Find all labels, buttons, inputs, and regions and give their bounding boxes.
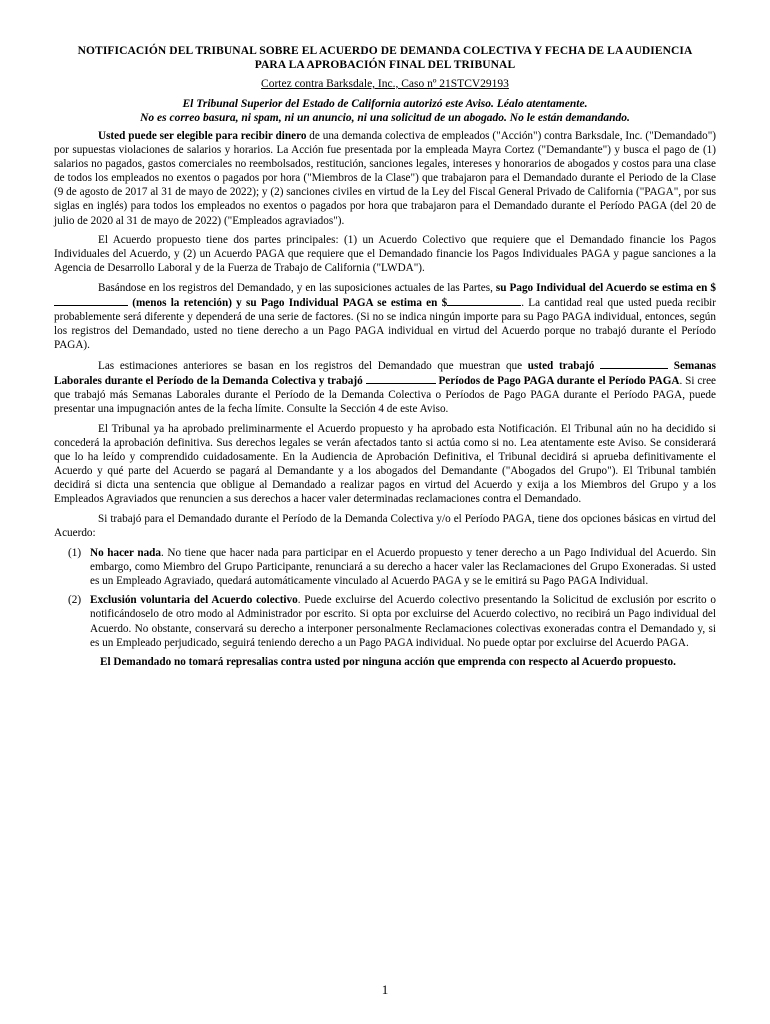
eligibility-text: de una demanda colectiva de empleados ("Acción") contra Barksdale, Inc. ("Demandado") por supuestas violaciones de salarios y horarios. La Acción fue presentada por la empleada Mayra Cortez ("Demandante") y busca el pago de (1) salarios no pagados, gastos comerciales no reembolsados, restitución, sanciones legales, intereses y honorarios de abogados y costos para una clase de todos los empleados no exentos o pagados por hora ("Miembros de la Clase") que trabajaron para el Demandado durante el Periodo de la Clase (9 de agosto de 2017 al 31 de mayo de 2022); y (2) sanciones civiles en virtud de la Ley del Fiscal General Privado de California ("PAGA", por sus siglas en inglés) para todos los empleados no exentos o pagados por hora que trabajaron para el Demandado durante el Período PAGA (del 20 de julio de 2020 al 31 de mayo de 2022) ("Empleados agraviados"). [54,130,716,227]
estimate-bold-2: (menos la retención) y su Pago Individual PAGA se estima en $ [128,297,448,310]
estimate-text: . La cantidad real que usted pueda recibir probablemente será diferente y dependerá de una serie de factores. (Si no se indica ningún importe para su Pago PAGA individual, entonces, según los registros del Demandado, usted no tiene derecho a un Pago PAGA individual en virtud del Acuerdo porque no trabajó durante el Período PAGA). [54,297,716,352]
option-do-nothing [54,546,716,588]
option-opt-out [54,593,716,649]
paragraph-options-intro: Si trabajó para el Demandado durante el Período de la Demanda Colectiva y/o el Período PAGA, tiene dos opciones básicas en virtud del Acuerdo: [54,512,716,539]
option-2-title: Exclusión voluntaria del Acuerdo colectivo [90,594,298,607]
document-title [54,44,716,72]
records-bold-1: usted trabajó [527,359,601,372]
records-bold-2: Semanas Laborales durante el Período de la Demanda Colectiva y trabajó [54,359,716,387]
page-number: 1 [381,982,389,997]
option-1-number: (1) [68,546,82,559]
notice-line-1: El Tribunal Superior del Estado de California autorizó este Aviso. Léalo atentamente. [182,98,588,110]
estimate-intro: Basándose en los registros del Demandado, y en las suposiciones actuales de las Partes, [98,281,496,294]
option-2-number: (2) [68,594,82,607]
notice-line-2: No es correo basura, ni spam, ni un anuncio, ni una solicitud de un abogado. No le están demandando. [140,112,630,124]
document-page [54,44,716,669]
title-line-1: NOTIFICACIÓN DEL TRIBUNAL SOBRE EL ACUERDO DE DEMANDA COLECTIVA Y FECHA DE LA AUDIENCIA [77,45,693,57]
records-intro: Las estimaciones anteriores se basan en los registros del Demandado que muestran que [98,359,528,372]
option-1-text: . No tiene que hacer nada para participar en el Acuerdo propuesto y tener derecho a un Pago Individual del Acuerdo. Sin embargo, como Miembro del Grupo Participante, renunciará a su derecho a hacer valer las Reclamaciones del Grupo Exoneradas. Si usted es un Empleado Agraviado, quedará automáticamente vinculado al Acuerdo PAGA y se le emitirá su Pago PAGA Individual. [90,546,716,587]
pay-periods-blank [366,373,436,384]
paga-amount-blank [447,295,521,306]
case-caption: Cortez contra Barksdale, Inc., Caso nº 21STCV29193 [261,78,509,90]
paragraph-records [54,358,716,416]
paragraph-court-approval: El Tribunal ya ha aprobado preliminarmente el Acuerdo propuesto y ha aprobado esta Notificación. El Tribunal aún no ha decidido si concederá la aprobación definitiva. Sus derechos legales se verán afectados tanto si actúa como si no. Lea atentamente este Aviso. Se considerará que lo ha leído y comprendido cuidadosamente. En la Audiencia de Aprobación Definitiva, el Tribunal decidirá si aprueba definitivamente el Acuerdo y qué parte del Acuerdo se pagará al Demandante y a los abogados del Demandante ("Abogados del Grupo"). El Tribunal también decidirá si dicta una sentencia que obligue al Demandado a realizar pagos en virtud del Acuerdo y exija a los Miembros del Grupo y a los Empleados Agraviados que renuncien a sus derechos a hacer valer determinadas reclamaciones contra el Demandado. [54,422,716,506]
paragraph-eligibility [54,129,716,228]
paragraph-payment-estimate [54,281,716,352]
settlement-amount-blank [54,295,128,306]
workweeks-blank [600,358,668,369]
option-2-text: . Puede excluirse del Acuerdo colectivo presentando la Solicitud de exclusión por escrito o notificándoselo de otro modo al Administrador por escrito. Si opta por excluirse del Acuerdo colectivo, no recibirá un Pago individual del Acuerdo. No obstante, conservará su derecho a interponer personalmente Reclamaciones colectivas exoneradas contra el Demandado y, si es un Empleado perjudicado, seguirá teniendo derecho a un Pago PAGA individual. No puede optar por excluirse del Acuerdo PAGA. [90,594,716,649]
no-retaliation-statement: El Demandado no tomará represalias contra usted por ninguna acción que emprenda con respecto al Acuerdo propuesto. [100,656,676,669]
eligibility-bold: Usted puede ser elegible para recibir dinero [98,130,307,142]
records-bold-3: Períodos de Pago PAGA durante el Período PAGA [435,375,680,387]
records-text: . Si cree que trabajó más Semanas Laborales durante el Período de la Demanda Colectiva o Períodos de Pago PAGA durante el Período PAGA, puede presentar una impugnación antes de la fecha límite. Consulte la Sección 4 de este Aviso. [54,375,716,416]
paragraph-settlement-parts: El Acuerdo propuesto tiene dos partes principales: (1) un Acuerdo Colectivo que requiere que el Demandado financie los Pagos Individuales del Acuerdo, y (2) un Acuerdo PAGA que requiere que el Demandado financie los Pagos Individuales PAGA y pague sanciones a la Agencia de Desarrollo Laboral y de la Fuerza de Trabajo de California ("LWDA"). [54,234,716,275]
title-line-2: PARA LA APROBACIÓN FINAL DEL TRIBUNAL [254,59,516,71]
court-authorization-notice [54,97,716,125]
option-1-title: No hacer nada [90,546,161,559]
estimate-bold-1: su Pago Individual del Acuerdo se estima en $ [495,281,716,294]
